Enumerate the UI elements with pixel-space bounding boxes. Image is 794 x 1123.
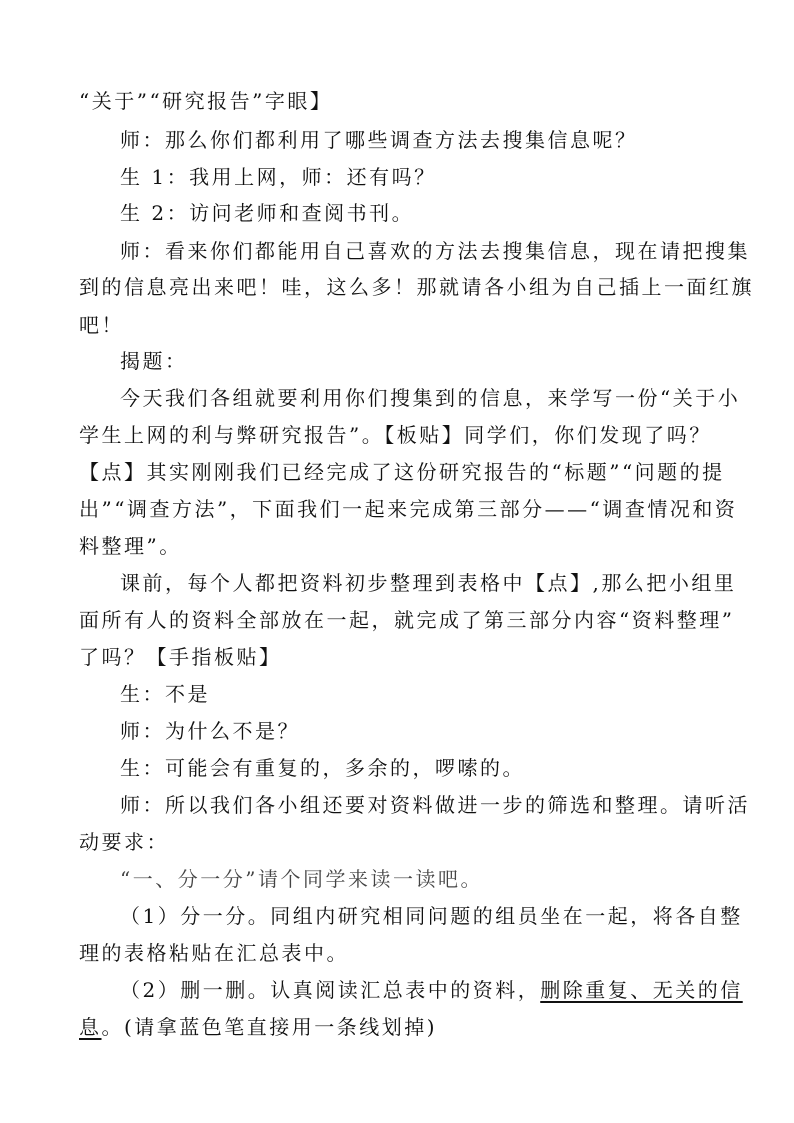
text-line: 理的表格粘贴在汇总表中。 (79, 941, 349, 965)
text-line: 面所有人的资料全部放在一起，就完成了第三部分内容“资料整理” (79, 608, 735, 632)
text-line: 到的信息亮出来吧！哇，这么多！那就请各小组为自己插上一面红旗 (79, 275, 754, 299)
text-line: 课前，每个人都把资料初步整理到表格中【点】,那么把小组里 (120, 571, 737, 595)
text-segment: （2）删一删。认真阅读汇总表中的资料， (120, 978, 541, 1002)
text-line: 动要求： (79, 830, 169, 854)
text-line (120, 978, 743, 1002)
text-line: 出”“调查方法”，下面我们一起来完成第三部分——“调查情况和资 (79, 497, 738, 521)
text-line: 师：那么你们都利用了哪些调查方法去搜集信息呢？ (120, 128, 638, 152)
text-line: “一、分一分”请个同学来读一读吧。 (120, 867, 483, 891)
text-line: 生：可能会有重复的，多余的，啰嗦的。 (120, 756, 525, 780)
text-line: 【点】其实刚刚我们已经完成了这份研究报告的“标题”“问题的提 (79, 460, 725, 484)
text-line: 学生上网的利与弊研究报告”。【板贴】同学们，你们发现了吗？ (79, 423, 712, 447)
text-line: 师：看来你们都能用自己喜欢的方法去搜集信息，现在请把搜集 (120, 239, 750, 263)
text-line: （1）分一分。同组内研究相同问题的组员坐在一起，将各自整 (120, 904, 743, 928)
text-line: 吧！ (79, 313, 124, 337)
text-line: 料整理”。 (79, 534, 182, 558)
text-line: 师：为什么不是？ (120, 719, 300, 743)
text-segment: 。(请拿蓝色笔直接用一条线划掉) (101, 1015, 438, 1039)
text-line: “关于”“研究报告”字眼】 (79, 89, 333, 113)
text-line: 师：所以我们各小组还要对资料做进一步的筛选和整理。请听活 (120, 793, 750, 817)
text-line: 揭题： (120, 349, 188, 373)
text-line: 生：不是 (120, 682, 210, 706)
text-line: 生 1：我用上网，师：还有吗？ (120, 165, 437, 189)
text-line (79, 1015, 437, 1039)
text-line: 今天我们各组就要利用你们搜集到的信息，来学写一份“关于小 (120, 386, 741, 410)
underlined-text: 息 (79, 1015, 102, 1039)
underlined-text: 删除重复、无关的信 (540, 978, 743, 1002)
text-line: 了吗？【手指板贴】 (79, 645, 282, 669)
text-line: 生 2：访问老师和查阅书刊。 (120, 201, 415, 225)
